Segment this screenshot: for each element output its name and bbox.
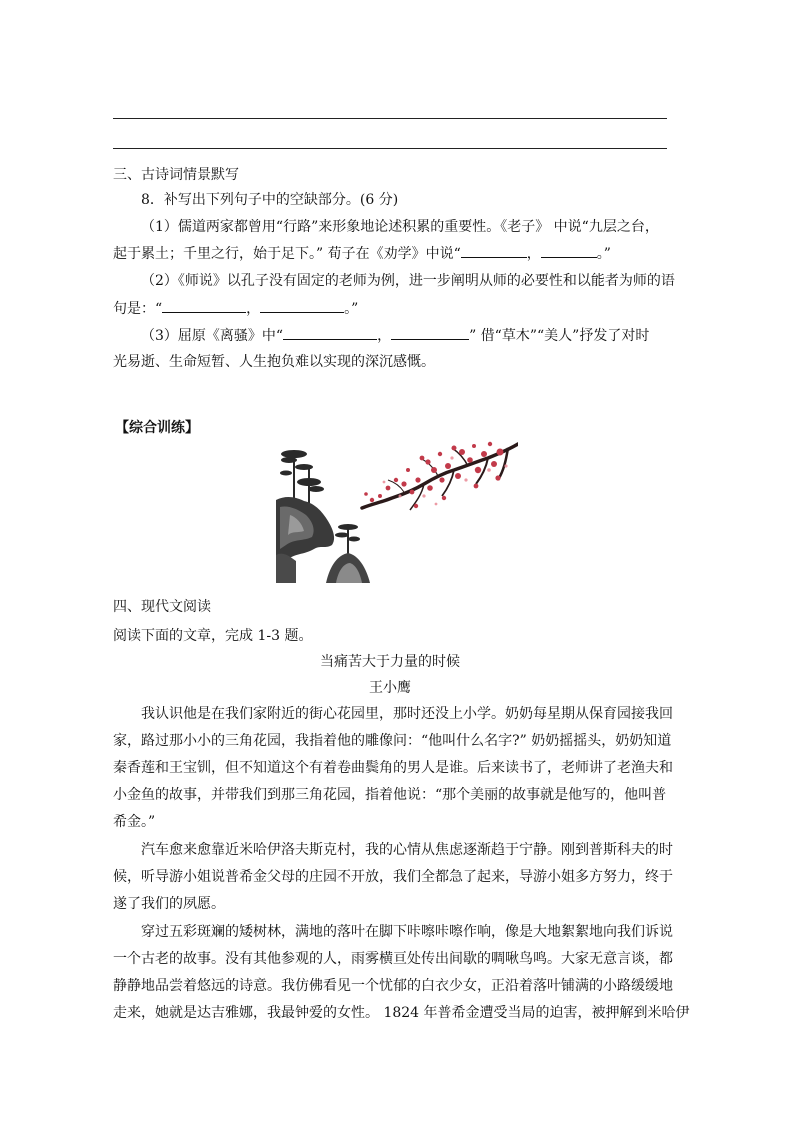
plum-blossom-image xyxy=(358,440,518,522)
q1-blank-1[interactable] xyxy=(461,243,527,258)
training-label: 【综合训练】 xyxy=(115,420,199,436)
q3-sep: ， xyxy=(377,328,392,344)
q2-line1: （2）《师说》以孔子没有固定的老师为例，进一步阐明从师的必要性和以能者为师的语 xyxy=(141,273,675,289)
p2-line2: 候，听导游小姐说普希金父母的庄园不开放，我们全都急了起来，导游小姐多方努力，终于 xyxy=(113,869,673,885)
q3-blank-1[interactable] xyxy=(283,325,377,340)
p3-line4: 走来，她就是达吉雅娜，我最钟爱的女性。 1824 年普希金遭受当局的迫害，被押解到米哈伊 xyxy=(113,1005,690,1021)
q3-line2: 光易逝、生命短暂、人生抱负难以实现的深沉感慨。 xyxy=(113,354,435,370)
p2-line1: 汽车愈来愈靠近米哈伊洛夫斯克村，我的心情从焦虑逐渐趋于宁静。刚到普斯科夫的时 xyxy=(141,842,673,858)
q1-line1: （1）儒道两家都曾用“行路”来形象地论述积累的重要性。《老子》 中说“九层之台， xyxy=(141,219,659,235)
p3-line3: 静静地品尝着悠远的诗意。我仿佛看见一个忧郁的白衣少女，正沿着落叶铺满的小路缓缓地 xyxy=(113,978,673,994)
p3-line2: 一个古老的故事。没有其他参观的人，雨雾横亘处传出间歇的啁啾鸟鸣。大家无意言谈，都 xyxy=(113,951,673,967)
question-8-prompt: 8．补写出下列句子中的空缺部分。(6 分) xyxy=(141,192,399,208)
article-title: 当痛苦大于力量的时候 xyxy=(320,654,460,670)
p1-line3: 秦香莲和王宝钏，但不知道这个有着卷曲鬓角的男人是谁。后来读书了，老师讲了老渔夫和 xyxy=(113,760,673,776)
q1-text: 起于累土；千里之行，始于足下。” 荀子在《劝学》中说“ xyxy=(113,246,461,262)
q2-line2 xyxy=(113,298,358,319)
p1-line5: 希金。” xyxy=(113,814,156,830)
answer-line-1 xyxy=(113,118,667,119)
article-author: 王小鹰 xyxy=(369,680,411,696)
p1-line1: 我认识他是在我们家附近的街心花园里，那时还没上小学。奶奶每星期从保育园接我回 xyxy=(141,706,673,722)
q1-sep: ， xyxy=(526,246,541,262)
ink-mountain-image xyxy=(276,445,370,583)
q2-text: 句是：“ xyxy=(113,301,163,317)
section4-heading: 四、现代文阅读 xyxy=(113,599,211,615)
p1-line4: 小金鱼的故事，并带我们到那三角花园，指着他说：“那个美丽的故事就是他写的，他叫普 xyxy=(113,787,667,803)
q3-blank-2[interactable] xyxy=(391,325,469,340)
q2-blank-2[interactable] xyxy=(260,298,344,313)
p3-line1: 穿过五彩斑斓的矮树林，满地的落叶在脚下咔嚓咔嚓作响，像是大地絮絮地向我们诉说 xyxy=(141,924,673,940)
q2-end: 。” xyxy=(344,301,359,317)
q3-end: ” 借“草木”“美人”抒发了对时 xyxy=(469,328,650,344)
q1-line2 xyxy=(113,243,611,264)
q1-blank-2[interactable] xyxy=(541,243,597,258)
q3-line1 xyxy=(141,325,649,346)
section3-heading: 三、古诗词情景默写 xyxy=(113,167,239,183)
q1-end: 。” xyxy=(596,246,611,262)
reading-instruction: 阅读下面的文章，完成 1-3 题。 xyxy=(113,628,313,644)
q2-blank-1[interactable] xyxy=(162,298,246,313)
q2-sep: ， xyxy=(246,301,261,317)
p2-line3: 遂了我们的夙愿。 xyxy=(113,896,225,912)
p1-line2: 家，路过那小小的三角花园，我指着他的雕像问：“他叫什么名字?” 奶奶摇摇头，奶奶知道 xyxy=(113,733,672,749)
answer-line-2 xyxy=(113,148,667,149)
q3-text: （3）屈原《离骚》中“ xyxy=(141,328,284,344)
